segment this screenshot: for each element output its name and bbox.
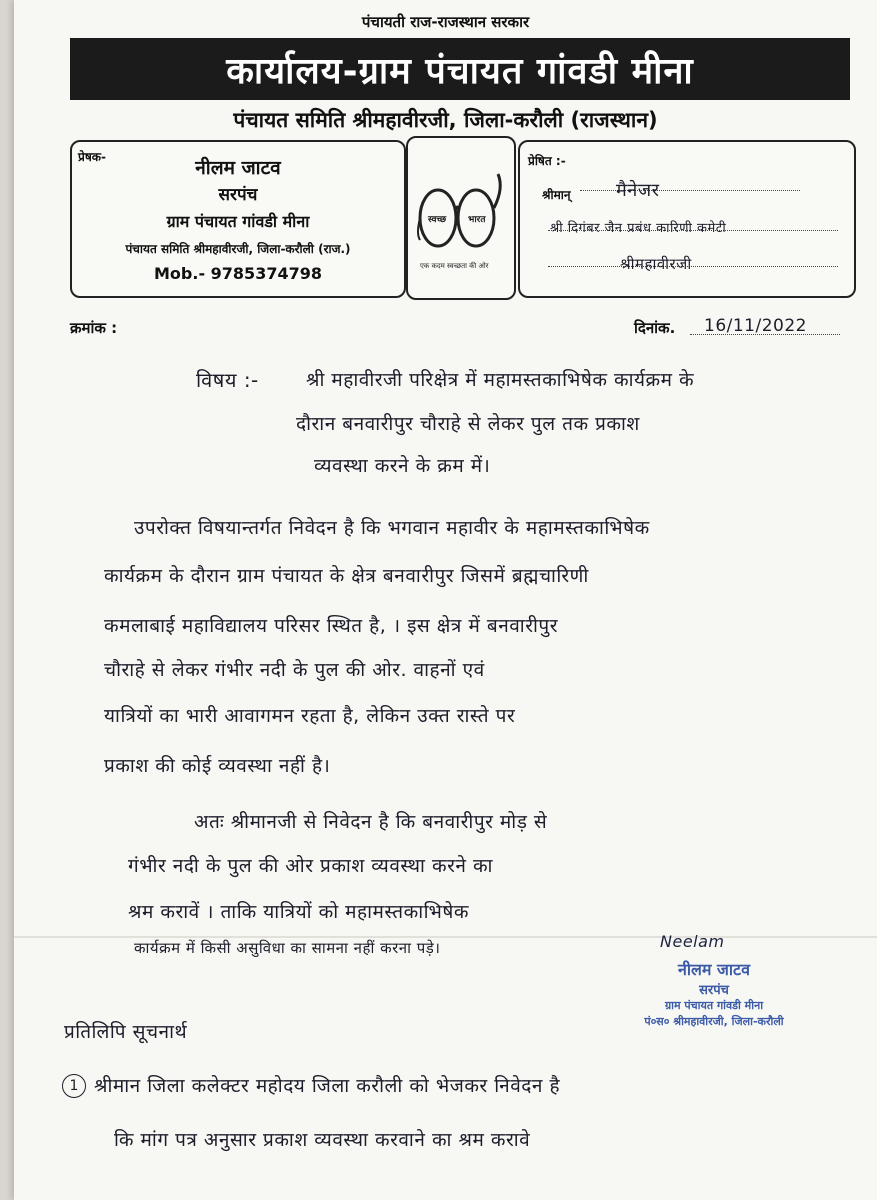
body-line-7: अतः श्रीमानजी से निवेदन है कि बनवारीपुर मोड़ से xyxy=(194,811,548,833)
sender-label: प्रेषक- xyxy=(78,150,106,164)
logo-right-word: भारत xyxy=(468,215,486,225)
date-label: दिनांक. xyxy=(634,319,676,337)
kramank-label: क्रमांक : xyxy=(70,319,118,337)
body-line-2: कार्यक्रम के दौरान ग्राम पंचायत के क्षेत्र बनवारीपुर जिसमें ब्रह्मचारिणी xyxy=(104,565,589,587)
copy-line1: श्रीमान जिला कलेक्टर महोदय जिला करौली को भेजकर निवेदन है xyxy=(94,1075,561,1097)
stamp-designation: सरपंच xyxy=(699,983,729,998)
recipient-line1: मैनेजर xyxy=(616,180,660,201)
logo-tagline: एक कदम स्वच्छता की ओर xyxy=(420,262,489,270)
body-line-6: प्रकाश की कोई व्यवस्था नहीं है। xyxy=(104,755,331,777)
copy-number: 1 xyxy=(62,1074,86,1098)
signature: Neelam xyxy=(660,932,725,951)
body-line-8: गंभीर नदी के पुल की ओर प्रकाश व्यवस्था करने का xyxy=(128,855,493,877)
subject-label: विषय :- xyxy=(196,368,259,392)
body-line-1: उपरोक्त विषयान्तर्गत निवेदन है कि भगवान महावीर के महामस्तकाभिषेक xyxy=(134,517,650,539)
copy-line2: कि मांग पत्र अनुसार प्रकाश व्यवस्था करवाने का श्रम करावे xyxy=(114,1129,531,1151)
recipient-box xyxy=(518,140,856,298)
recipient-line3: श्रीमहावीरजी xyxy=(620,255,692,273)
logo-left-word: स्वच्छ xyxy=(428,215,447,225)
recipient-line2: श्री दिगंबर जैन प्रबंध कारिणी कमेटी xyxy=(550,221,727,236)
date-value: 16/11/2022 xyxy=(704,316,807,336)
body-line-3: कमलाबाई महाविद्यालय परिसर स्थित है, । इस क्षेत्र में बनवारीपुर xyxy=(104,615,558,637)
recipient-label: प्रेषित :- xyxy=(528,154,566,168)
stamp-name: नीलम जाटव xyxy=(678,960,750,979)
sender-panchayat: ग्राम पंचायत गांवडी मीना xyxy=(166,212,310,231)
subject-line3: व्यवस्था करने के क्रम में। xyxy=(314,455,491,477)
copy-label: प्रतिलिपि सूचनार्थ xyxy=(64,1021,188,1043)
stamp-panchayat: ग्राम पंचायत गांवडी मीना xyxy=(664,999,764,1012)
office-title-banner: कार्यालय-ग्राम पंचायत गांवडी मीना xyxy=(70,38,850,100)
body-line-9: श्रम करावें । ताकि यात्रियों को महामस्तकाभिषेक xyxy=(128,901,469,923)
sender-designation: सरपंच xyxy=(218,185,258,205)
body-line-10: कार्यक्रम में किसी असुविधा का सामना नहीं करना पड़े। xyxy=(134,939,441,957)
samiti-line: पंचायत समिति श्रीमहावीरजी, जिला-करौली (राजस्थान) xyxy=(233,108,658,132)
recipient-salutation: श्रीमान् xyxy=(542,188,571,202)
stamp-samiti: पं०स० श्रीमहावीरजी, जिला-करौली xyxy=(644,1015,784,1028)
government-line: पंचायती राज-राजस्थान सरकार xyxy=(361,13,530,31)
swachh-bharat-logo-box xyxy=(406,136,516,300)
subject-line1: श्री महावीरजी परिक्षेत्र में महामस्तकाभिषेक कार्यक्रम के xyxy=(306,369,695,391)
body-line-4: चौराहे से लेकर गंभीर नदी के पुल की ओर. वाहनों एवं xyxy=(104,659,485,681)
body-line-5: यात्रियों का भारी आवागमन रहता है, लेकिन उक्त रास्ते पर xyxy=(104,705,516,727)
sender-mobile: Mob.- 9785374798 xyxy=(154,264,322,283)
sender-samiti: पंचायत समिति श्रीमहावीरजी, जिला-करौली (राज.) xyxy=(125,242,351,256)
sender-box xyxy=(70,140,406,298)
subject-line2: दौरान बनवारीपुर चौराहे से लेकर पुल तक प्रकाश xyxy=(296,413,640,435)
sender-name: नीलम जाटव xyxy=(195,157,281,179)
spectacles-logo-icon xyxy=(408,138,514,298)
letter-page xyxy=(14,0,877,1200)
